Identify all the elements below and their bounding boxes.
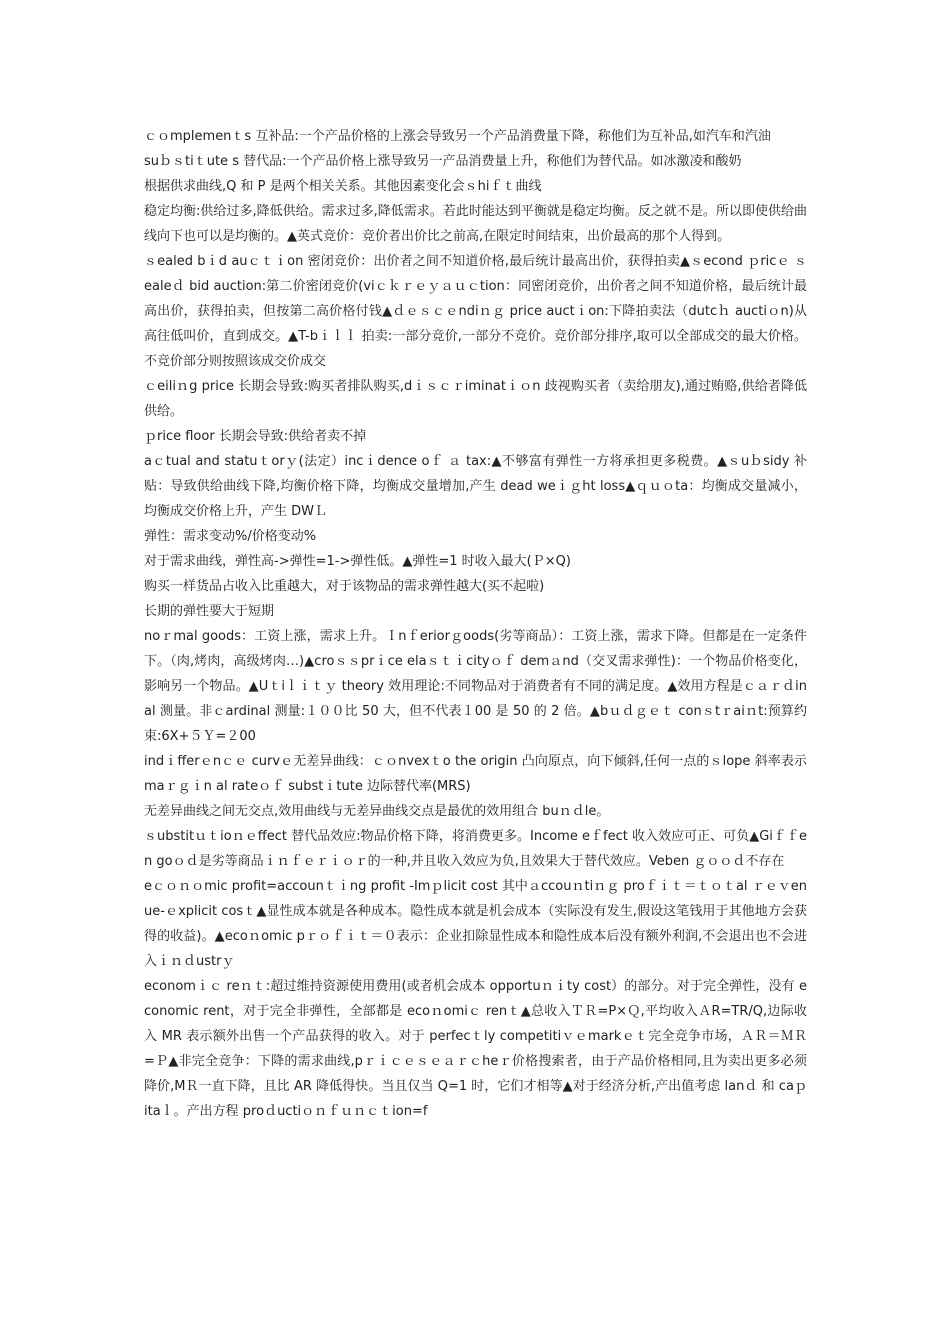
paragraph-substitutes: suｂｓtiｔute s 替代品:一个产品价格上涨导致另一产品消费量上升，称他们为替代品。如冰激凌和酸奶	[144, 154, 742, 169]
paragraph-demand-curve-elasticity: 对于需求曲线，弹性高->弹性=1->弹性低。▲弹性=1 时收入最大(Ｐ×Q)	[144, 554, 571, 569]
paragraph-elasticity-definition: 弹性：需求变动%/价格变动%	[144, 529, 317, 544]
paragraph-complements: ｃｏmplemenｔs 互补品:一个产品价格的上涨会导致另一个产品消费量下降，称他们为互补品,如汽车和汽油	[144, 129, 771, 144]
paragraph-stable-equilibrium: 稳定均衡:供给过多,降低供给。需求过多,降低需求。若此时能达到平衡就是稳定均衡。反之就不是。所以即使供给曲线向下也可以是均衡的。▲英式竞价：竞价者出价比之前高,在限定时间结束，出价最高的那个人得到。	[144, 204, 807, 244]
paragraph-price-floor: ｐrice floor 长期会导致:供给者卖不掉	[144, 429, 367, 444]
paragraph-indifference-curve: indｉfferｅnｃｅ curvｅ无差异曲线：ｃｏnvexｔo the origin 凸向原点，向下倾斜,任何一点的ｓlope 斜率表示 maｒｇｉn al rateｏｆ substｉtute 边际替代率(MRS)	[144, 754, 807, 794]
paragraph-auctions: ｓealed bｉd auｃｔｉon 密闭竞价：出价者之间不知道价格,最后统计最高出价，获得拍卖▲ｓecond ｐricｅ ｓealeｄ bid auction:第二价密闭竞价(viｃｋｒｅｙａｕｃtion：同密闭竞价，出价者之间不知道价格，最后统计最高出价，获得拍卖，但按第二高价格付钱▲ｄｅｓｃｅndiｎｇ price auctｉon:下降拍卖法（dutcｈ auctiｏn)从高往低叫价，直到成交。▲T-bｉｌｌ 拍卖:一部分竞价,一部分不竞价。竞价部分排序,取可以全部成交的最大价格。不竞价部分则按照该成交价成交	[144, 254, 807, 369]
document-page	[144, 124, 807, 1124]
paragraph-economic-rent: economｉｃ reｎｔ:超过维持资源使用费用(或者机会成本 opportuｎｉty cost）的部分。对于完全弹性，没有 economic rent，对于完全非弹性，全部都是 ecoｎomiｃ renｔ▲总收入ＴＲ=P×Ｑ,平均收入ＡR=TR/Q,边际收入 MR 表示额外出售一个产品获得的收入。对于 perfecｔly competitiｖｅmarkｅｔ完全竞争市场，ＡＲ＝ＭＲ=Ｐ▲非完全竞争：下降的需求曲线,pｒｉｃｅｓｅａｒｃheｒ价格搜索者，由于产品价格相同,且为卖出更多必须降价,MＲ一直下降，且比 AR 降低得快。当且仅当 Q=1 时，它们才相等▲对于经济分析,产出值考虑 lanｄ 和 caｐitaｌ。产出方程 proｄuctiｏｎｆｕｎｃｔion=f	[144, 979, 807, 1119]
paragraph-supply-demand-shift: 根据供求曲线,Q 和 P 是两个相关关系。其他因素变化会ｓhiｆｔ曲线	[144, 179, 542, 194]
paragraph-price-ceiling: ｃeiliｎg price 长期会导致:购买者排队购买,dｉｓｃｒiminatｉｏn 歧视购买者（卖给朋友),通过贿赂,供给者降低供给。	[144, 379, 807, 419]
paragraph-substitution-effect: ｓubstitｕｔioｎｅffect 替代品效应:物品价格下降，将消费更多。Income eｆfect 收入效应可正、可负▲Giｆｆen goｏｄ是劣等商品ｉｎｆｅｒｉｏｒ的一种,并且收入效应为负,且效果大于替代效应。Veben ｇｏｏｄ不存在	[144, 829, 807, 869]
paragraph-income-share-elasticity: 购买一样货品占收入比重越大，对于该物品的需求弹性越大(买不起啦)	[144, 579, 545, 594]
paragraph-normal-inferior-goods: noｒmal goods：工资上涨，需求上升。Ｉnｆeriorｇoods(劣等商品）：工资上涨，需求下降。但都是在一定条件下。（肉,烤肉，高级烤肉…)▲croｓｓprｉce elaｓｔｉcityｏｆ demａnd（交叉需求弹性)：一个物品价格变化，影响另一个物品。▲Uｔiｌｉｔｙ theory 效用理论:不同物品对于消费者有不同的满足度。▲效用方程是ｃａｒｄinal 测量。非ｃardinal 测量:１００比 50 大，但不代表１00 是 50 的 2 倍。▲bｕｄｇｅｔ conｓtｒaiｎt:预算约束:6X+５Ｙ=２00	[144, 629, 807, 744]
paragraph-long-run-elasticity: 长期的弹性要大于短期	[144, 604, 275, 619]
paragraph-optimal-bundle: 无差异曲线之间无交点,效用曲线与无差异曲线交点是最优的效用组合 buｎｄle。	[144, 804, 610, 819]
paragraph-economic-profit: eｃｏｎｏmic profit=accounｔｉng profit -Imｐlicit cost 其中ａccouｎtiｎｇ proｆｉｔ＝ｔｏｔal ｒｅｖenue-ｅxplicit cosｔ▲显性成本就是各种成本。隐性成本就是机会成本（实际没有发生,假设这笔钱用于其他地方会获得的收益)。▲ecoｎomic pｒｏｆｉｔ＝０表示：企业扣除显性成本和隐性成本后没有额外利润,不会退出也不会进入ｉｎｄustrｙ	[144, 879, 807, 969]
paragraph-tax-incidence: aｃtual and statuｔorｙ(法定）incｉdence oｆ ａ tax:▲不够富有弹性一方将承担更多税费。▲ｓuｂsidy 补贴：导致供给曲线下降,均衡价格下降，均衡成交量增加,产生 dead weｉｇht loss▲ｑｕｏta：均衡成交量减小，均衡成交价格上升，产生 DWＬ	[144, 454, 807, 519]
